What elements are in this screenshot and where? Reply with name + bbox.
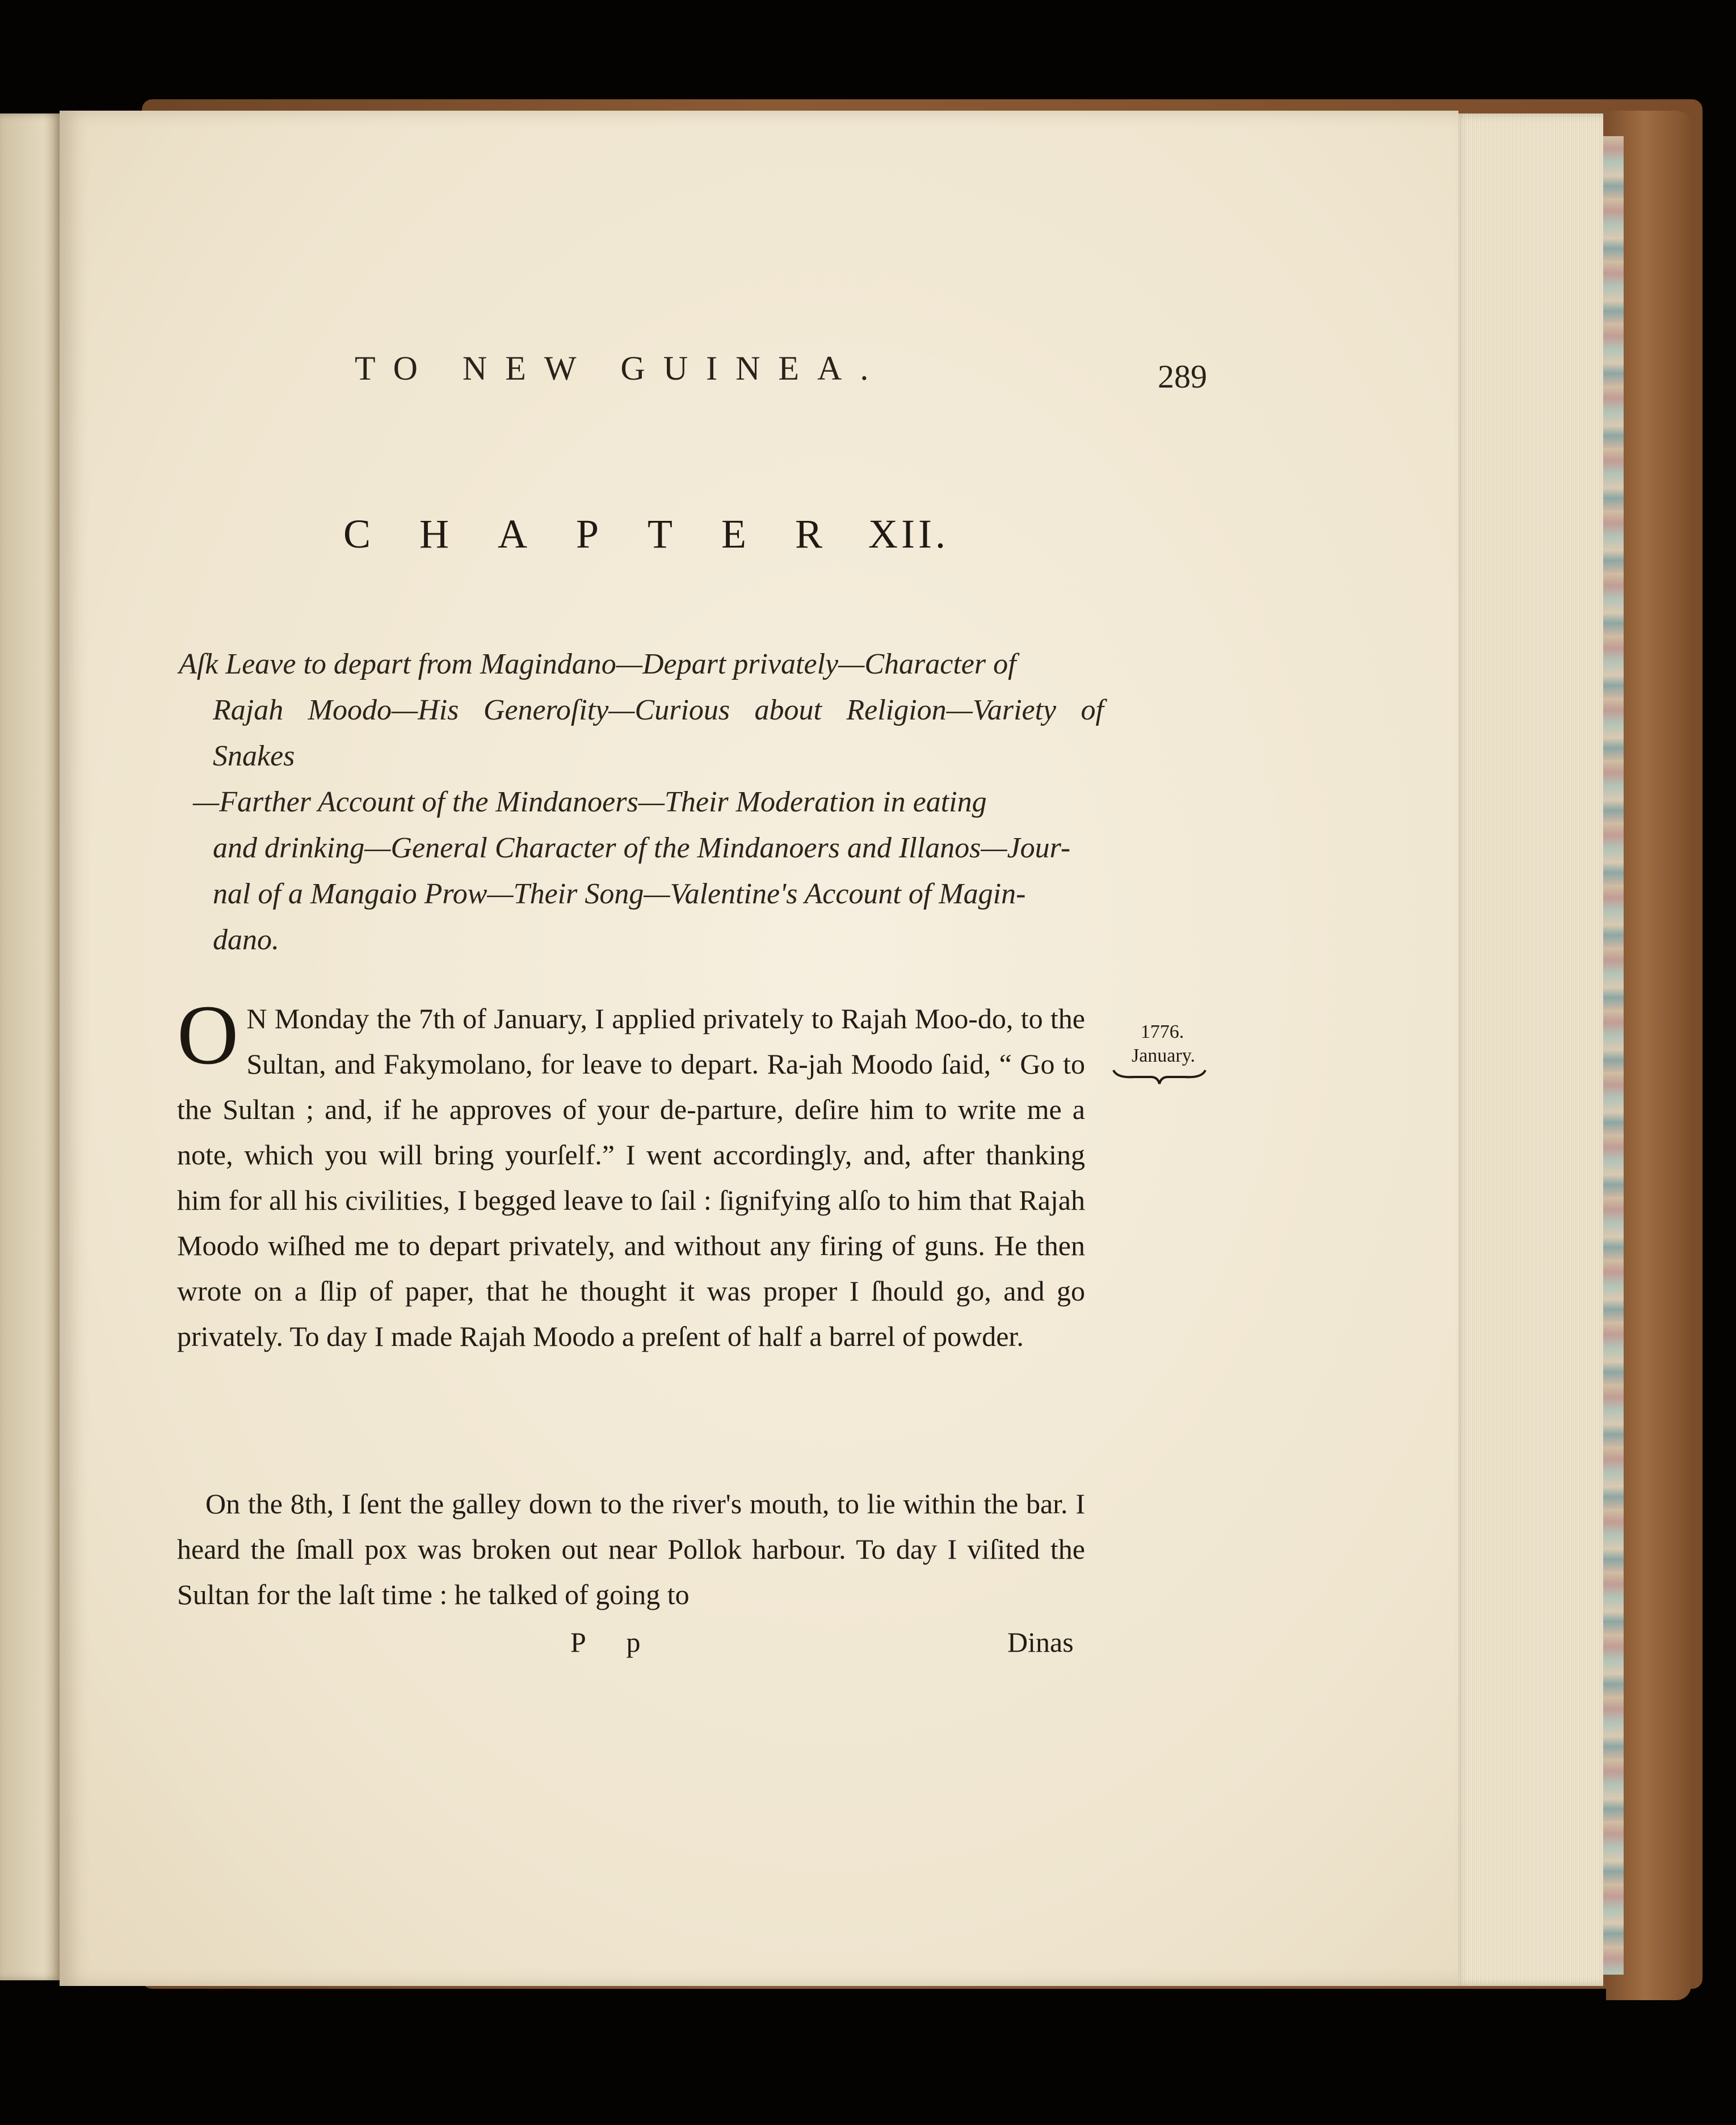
synopsis-line: and drinking—General Character of the Mindanoers and Illanos—Jour- bbox=[213, 832, 1071, 864]
synopsis-line: —Farther Account of the Mindanoers—Their Moderation in eating bbox=[193, 786, 987, 818]
page-fore-edge bbox=[1453, 113, 1603, 1986]
marginal-month: January. bbox=[1131, 1045, 1196, 1066]
facing-page-edge bbox=[0, 113, 62, 1980]
catchword: Dinas bbox=[1007, 1626, 1074, 1658]
synopsis-line: dano. bbox=[213, 924, 279, 956]
synopsis-line: nal of a Mangaio Prow—Their Song—Valentine's Account of Magin- bbox=[213, 878, 1026, 910]
marbled-page-edge bbox=[1603, 136, 1624, 1975]
chapter-label: CHAPTER bbox=[343, 511, 872, 557]
signature-mark: P p bbox=[570, 1626, 658, 1658]
synopsis-line: Rajah Moodo—His Generoſity—Curious about Religion—Variety of Snakes bbox=[213, 694, 1104, 772]
chapter-synopsis bbox=[179, 641, 1104, 963]
chapter-number: XII. bbox=[868, 511, 949, 557]
marginal-year: 1776. bbox=[1140, 1021, 1184, 1042]
paragraph-1-text: N Monday the 7th of January, I applied privately to Rajah Moo-do, to the Sultan, and Fakymolano, for leave to depart. Ra-jah Moodo ſaid, “ Go to the Sultan ; and, if he approves of your de-parture, deſire him to write me a note, which you will bring yourſelf.” I went accordingly, and, after thanking him for all his civilities, I begged leave to ſail : ſignifying alſo to him that Rajah Moodo wiſhed me to depart privately, and without any firing of guns. He then wrote on a ſlip of paper, that he thought it was proper I ſhould go, and go privately. To day I made Rajah Moodo a preſent of half a barrel of powder. bbox=[177, 1003, 1085, 1352]
page-number: 289 bbox=[1158, 358, 1207, 395]
running-title: TO NEW GUINEA. bbox=[355, 350, 887, 387]
paragraph-2: On the 8th, I ſent the galley down to the river's mouth, to lie within the bar. I heard the ſmall pox was broken out near Pollok harbour. To day I viſited the Sultan for the laſt time : he talked of going to bbox=[177, 1488, 1085, 1610]
drop-cap: O bbox=[177, 988, 239, 1082]
marginal-brace-icon bbox=[1111, 1067, 1208, 1087]
paragraph-1 bbox=[177, 988, 1085, 1359]
synopsis-line: Aſk Leave to depart from Magindano—Depart privately—Character of bbox=[179, 648, 1016, 680]
